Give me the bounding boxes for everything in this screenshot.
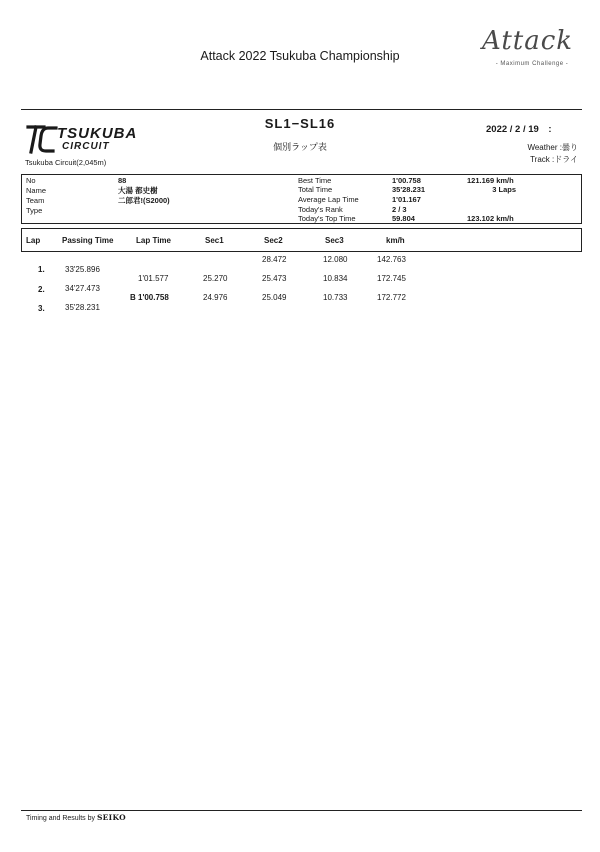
no-label: No bbox=[26, 176, 36, 185]
col-sec3: Sec3 bbox=[325, 236, 344, 245]
passing-lap-number: 2. bbox=[38, 285, 45, 294]
todays-top-time: 59.804 bbox=[392, 214, 415, 223]
col-passing-time: Passing Time bbox=[62, 236, 114, 245]
lap-time: 1'01.577 bbox=[138, 274, 169, 283]
tc-logo-line2: CIRCUIT bbox=[62, 141, 110, 152]
name-label: Name bbox=[26, 186, 47, 195]
sec2-time: 28.472 bbox=[262, 255, 287, 264]
passing-time: 34'27.473 bbox=[65, 284, 100, 293]
tc-logo-line1: TSUKUBA bbox=[57, 125, 138, 142]
session-title: SL1−SL16 bbox=[264, 116, 336, 131]
car-number: 88 bbox=[118, 176, 127, 185]
col-sec2: Sec2 bbox=[264, 236, 283, 245]
sec1-time: 25.270 bbox=[203, 274, 228, 283]
lap-count: 3 Laps bbox=[492, 185, 516, 194]
circuit-name: Tsukuba Circuit(2,045m) bbox=[25, 158, 107, 167]
passing-time: 33'25.896 bbox=[65, 265, 100, 274]
best-time-label: Best Time bbox=[298, 176, 332, 185]
footer-divider bbox=[21, 810, 582, 811]
sec3-time: 12.080 bbox=[323, 255, 348, 264]
todays-rank: 2 / 3 bbox=[392, 205, 407, 214]
col-lap: Lap bbox=[26, 236, 41, 245]
col-lap-time: Lap Time bbox=[136, 236, 171, 245]
passing-time: 35'28.231 bbox=[65, 303, 100, 312]
sec3-time: 10.733 bbox=[323, 293, 348, 302]
report-type: 個別ラップ表 bbox=[273, 142, 327, 152]
team-name: 二郎君!(S2000) bbox=[118, 196, 170, 205]
footer-text: Timing and Results by bbox=[26, 815, 97, 822]
total-time-label: Total Time bbox=[298, 185, 333, 194]
col-sec1: Sec1 bbox=[205, 236, 224, 245]
session-date: 2022 / 2 / 19 : bbox=[486, 124, 552, 135]
passing-lap-number: 3. bbox=[38, 304, 45, 313]
attack-logo-word: Attack bbox=[482, 26, 574, 56]
best-speed: 121.169 km/h bbox=[467, 176, 514, 185]
average-lap-time: 1'01.167 bbox=[392, 195, 421, 204]
col-kmh: km/h bbox=[386, 236, 405, 245]
weather: Weather :曇り bbox=[527, 143, 578, 152]
average-lap-label: Average Lap Time bbox=[298, 195, 359, 204]
sec2-time: 25.473 bbox=[262, 274, 287, 283]
sec3-time: 10.834 bbox=[323, 274, 348, 283]
speed-kmh: 142.763 bbox=[377, 255, 406, 264]
sec2-time: 25.049 bbox=[262, 293, 287, 302]
footer-credit bbox=[26, 813, 126, 822]
rank-label: Today's Rank bbox=[298, 205, 343, 214]
track-condition: Track :ドライ bbox=[530, 155, 578, 164]
total-time: 35'28.231 bbox=[392, 185, 426, 194]
todays-top-speed: 123.102 km/h bbox=[467, 214, 514, 223]
attack-logo-tagline: - Maximum Challenge - bbox=[495, 61, 569, 67]
best-time: 1'00.758 bbox=[392, 176, 421, 185]
sec1-time: 24.976 bbox=[203, 293, 228, 302]
driver-name: 大湯 都史樹 bbox=[118, 186, 158, 195]
team-label: Team bbox=[26, 196, 45, 205]
page-title: Attack 2022 Tsukuba Championship bbox=[200, 49, 400, 63]
type-label: Type bbox=[26, 206, 43, 215]
speed-kmh: 172.772 bbox=[377, 293, 406, 302]
header-divider bbox=[21, 109, 582, 110]
seiko-brand: SEIKO bbox=[96, 813, 126, 822]
top-time-label: Today's Top Time bbox=[298, 214, 356, 223]
passing-lap-number: 1. bbox=[38, 265, 45, 274]
speed-kmh: 172.745 bbox=[377, 274, 406, 283]
best-lap-time: B 1'00.758 bbox=[130, 293, 169, 302]
